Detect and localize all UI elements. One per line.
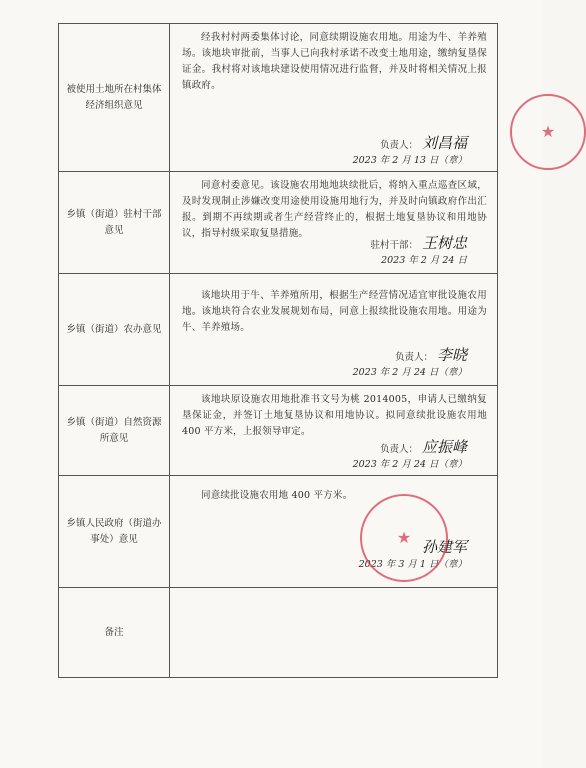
handwritten-signature: 刘昌福 — [421, 134, 467, 152]
remarks-cell — [170, 588, 498, 678]
opinion-text: 同意续批设施农用地 400 平方米。 — [201, 490, 353, 501]
row-label: 乡镇（街道）农办意见 — [59, 274, 170, 386]
opinion-text: 该地块原设施农用地批准书文号为桃 2014005，申请人已缴纳复垦保证金，并签订土地复垦协议和用地协议。拟同意续批设施农用地 400 平方米，上报领导审定。 — [182, 394, 487, 437]
signature-block — [359, 540, 467, 572]
signer-label: 负责人： — [394, 352, 433, 363]
signer-label: 驻村干部： — [370, 240, 418, 251]
sign-date: 2023 年 3 月 1 日（章） — [358, 559, 467, 570]
signature-block — [353, 136, 467, 168]
handwritten-signature: 孙建军 — [421, 538, 467, 556]
row-label: 乡镇人民政府（街道办事处）意见 — [59, 476, 170, 588]
handwritten-signature: 应振峰 — [421, 438, 467, 456]
row-label: 乡镇（街道）自然资源所意见 — [59, 386, 170, 476]
approval-form-table — [58, 23, 556, 678]
signer-label: 负责人： — [379, 444, 418, 455]
opinion-text: 经我村村两委集体讨论，同意续期设施农用地。用途为牛、羊养殖场。该地块审批前，当事人已向我村承诺不改变土地用途，缴纳复垦保证金。我村将对该地块建设使用情况进行监督，并及时将相关情况上报镇政府。 — [182, 32, 487, 91]
opinion-cell — [170, 476, 498, 588]
opinion-cell — [170, 274, 498, 386]
opinion-text: 同意村委意见。该设施农用地地块续批后，将纳入重点巡查区域，及时发现制止涉嫌改变用途使用设施用地行为，并及时向镇政府作出汇报。到期不再续期或者生产经营终止的，根据土地复垦协议和用地协议，指导村级采取复垦措施。 — [182, 180, 487, 239]
row-label: 备注 — [59, 588, 170, 678]
row-label: 被使用土地所在村集体经济组织意见 — [59, 24, 170, 172]
opinion-text: 该地块用于牛、羊养殖所用，根据生产经营情况适宜审批设施农用地。该地块符合农业发展规划布局，同意上报续批设施农用地。用途为牛、羊养殖场。 — [182, 290, 487, 333]
official-seal-icon: ★ — [510, 94, 586, 170]
signature-block — [353, 440, 467, 472]
signature-block — [353, 348, 467, 380]
signature-block — [370, 236, 467, 268]
table-row — [59, 588, 498, 678]
official-seal-icon: ★ — [360, 494, 448, 582]
opinion-cell — [170, 24, 556, 172]
sign-date: 2023 年 2 月 24 日（章） — [352, 367, 467, 378]
sign-date: 2023 年 2 月 24 日（章） — [352, 459, 467, 470]
handwritten-signature: 李晓 — [436, 346, 467, 364]
sign-date: 2023 年 2 月 13 日（章） — [352, 155, 467, 166]
opinion-cell — [170, 172, 498, 274]
table-row — [59, 172, 498, 274]
table-row — [59, 386, 498, 476]
sign-date: 2023 年 2 月 24 日 — [381, 255, 467, 266]
row-label: 乡镇（街道）驻村干部意见 — [59, 172, 170, 274]
signer-label: 负责人： — [379, 140, 418, 151]
table-row — [59, 24, 498, 172]
handwritten-signature: 王树忠 — [421, 234, 467, 252]
table-row — [59, 476, 498, 588]
table-row — [59, 274, 498, 386]
opinion-cell — [170, 386, 498, 476]
remarks-text — [170, 588, 497, 594]
